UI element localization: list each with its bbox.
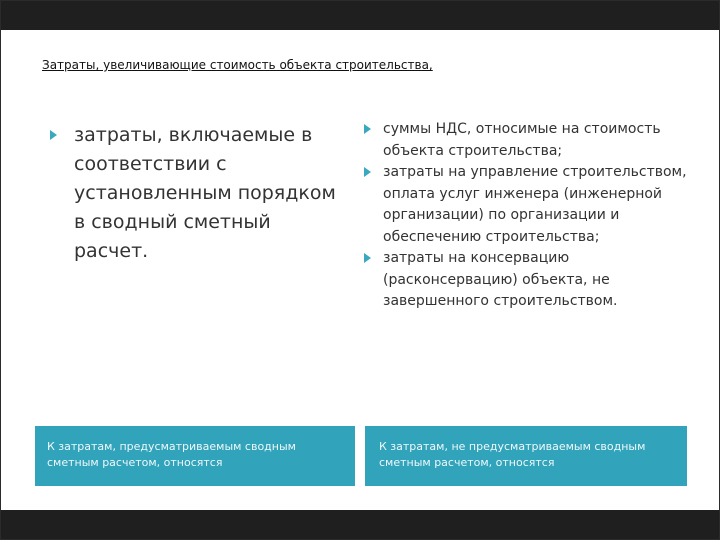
list-item-text: затраты, включаемые в соответствии с установленным порядком в сводный сметный расчет. <box>74 124 336 262</box>
left-column <box>48 121 348 266</box>
bottom-band <box>1 510 719 539</box>
right-column <box>362 119 687 313</box>
arrow-bullet-icon <box>364 167 371 177</box>
list-item <box>362 119 687 162</box>
slide-title: Затраты, увеличивающие стоимость объекта строительства, <box>42 58 433 72</box>
caption-box-left <box>35 426 355 486</box>
list-item <box>362 162 687 248</box>
list-item <box>362 248 687 313</box>
caption-box-right <box>365 426 687 486</box>
arrow-bullet-icon <box>364 124 371 134</box>
arrow-bullet-icon <box>364 253 371 263</box>
caption-text: К затратам, предусматриваемым сводным сметным расчетом, относятся <box>47 440 296 469</box>
arrow-bullet-icon <box>50 130 57 140</box>
list-item <box>48 121 348 266</box>
list-item-text: суммы НДС, относимые на стоимость объекта строительства; <box>383 121 661 159</box>
list-item-text: затраты на консервацию (расконсервацию) объекта, не завершенного строительством. <box>383 250 618 309</box>
list-item-text: затраты на управление строительством, оплата услуг инженера (инженерной организации) по организации и обеспечению строительства; <box>383 164 687 245</box>
top-band <box>1 1 719 30</box>
caption-text: К затратам, не предусматриваемым сводным сметным расчетом, относятся <box>379 440 646 469</box>
